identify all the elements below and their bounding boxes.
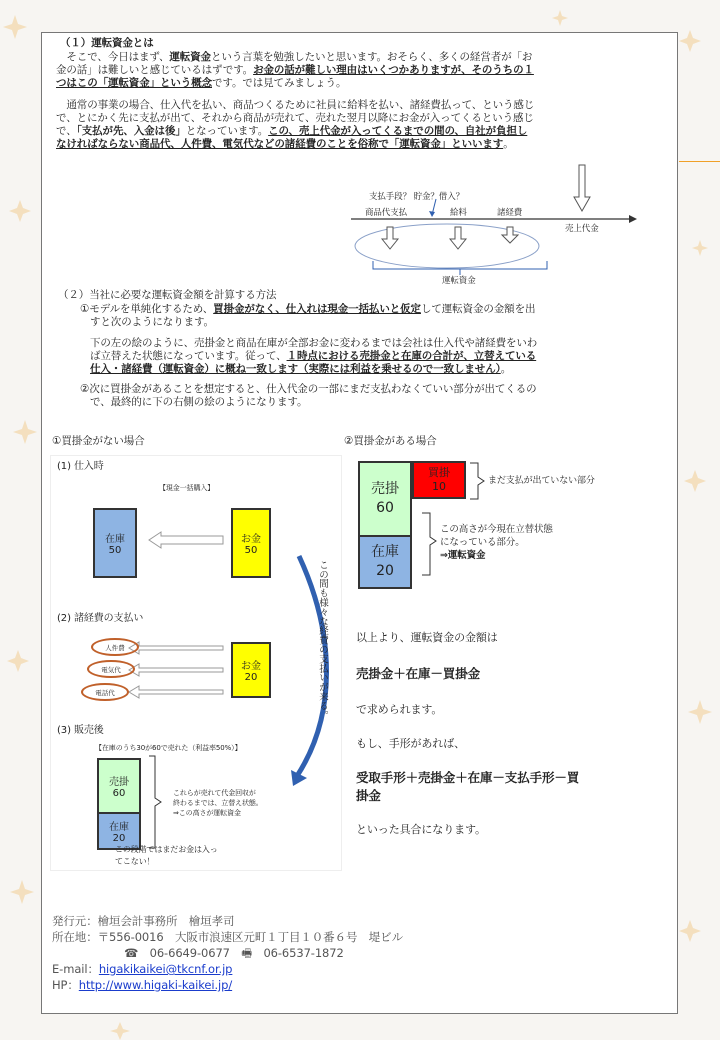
footer-email-row: E-mail：higakikaikei@tkcnf.or.jp bbox=[52, 962, 233, 976]
with-payable-figure bbox=[354, 455, 640, 603]
accent-line bbox=[679, 161, 720, 162]
conclusion-text3: もし、手形があれば、 bbox=[356, 737, 465, 750]
footer bbox=[52, 913, 403, 993]
bottom-note: この段階ではまだお金は入っ てこない！ bbox=[115, 845, 218, 866]
timeline-question: 支払手段？ 貯金？借入？ bbox=[369, 192, 465, 202]
email-link[interactable]: higakikaikei@tkcnf.or.jp bbox=[98, 962, 233, 976]
footer-hp-row: HP：http://www.higaki-kaikei.jp/ bbox=[52, 978, 233, 992]
brace-note: これらが売れて代金回収が 終わるまでは、立替え状態。 ⇒この高さが運転資金 bbox=[173, 789, 263, 817]
money-box-step2: お金 20 bbox=[231, 642, 271, 698]
formula-with-notes: 受取手形＋売掛金＋在庫－支払手形－買 掛金 bbox=[356, 770, 580, 803]
footer-address: 所在地：〒556-0016 大阪市浪速区元町１丁目１０番６号 堤ビル bbox=[52, 930, 403, 944]
vertical-note: この間も様々な経費の支払いが来る。 bbox=[317, 560, 328, 720]
section2-point2: ②次に買掛金があることを想定すると、仕入代金の一部にまだ支払わなくていい部分が出てくるの で、最終的に下の右側の絵のようになります。 bbox=[80, 383, 537, 408]
inventory-box-right: 在庫 20 bbox=[358, 535, 412, 589]
timeline-label-salary: 給料 bbox=[450, 208, 467, 218]
right-caption: ②買掛金がある場合 bbox=[344, 435, 437, 447]
cash-purchase-label: 【現金一括購入】 bbox=[159, 484, 215, 492]
section2-explanation: 下の左の絵のように、売掛金と商品在庫が全部お金に変わるまでは会社は仕入代や諸経費をいわ ば立替えた状態になっています。従って、１時点における売掛金と在庫の合計が、立替えている 仕入・諸経費（運転資金）に概ね一致します（実際には利益を乗せるので一致しません）。 bbox=[90, 337, 538, 375]
conclusion-text2: で求められます。 bbox=[356, 703, 443, 716]
oval-personnel: 人件費 bbox=[91, 638, 139, 656]
formula-basic: 売掛金＋在庫－買掛金 bbox=[356, 666, 481, 681]
sold-note: 【在庫のうち30が60で売れた（利益率50%）】 bbox=[95, 744, 242, 752]
footer-phone: ☎ 06-6649-0677 🖷 06-6537-1872 bbox=[124, 946, 344, 960]
section1-paragraph1: そこで、今日はまず、運転資金という言葉を勉強したいと思います。おそらく、多くの経営者が「お 金の話」は難しいと感じているはずです。お金の話が難しい理由はいくつかありますが、そのうちの１ つはこの「運転資金」という概念です。では見てみましょう。 bbox=[56, 51, 534, 89]
newsletter-page bbox=[41, 32, 678, 1014]
conclusion-text4: といった具合になります。 bbox=[356, 823, 486, 836]
step1-label: (1) 仕入時 bbox=[57, 461, 104, 472]
height-note: この高さが今現在立替状態 になっている部分。 ⇒運転資金 bbox=[440, 524, 553, 561]
timeline-label-goods: 商品代支払 bbox=[365, 208, 408, 218]
timeline-diagram bbox=[347, 161, 641, 291]
step2-label: (2) 諸経費の支払い bbox=[57, 613, 144, 624]
inventory-box-step3: 在庫 20 bbox=[97, 812, 141, 850]
timeline-label-expenses: 諸経費 bbox=[497, 208, 523, 218]
oval-electricity: 電気代 bbox=[87, 660, 135, 678]
left-caption: ①買掛金がない場合 bbox=[52, 435, 145, 447]
section2-heading: （２）当社に必要な運転資金額を計算する方法 bbox=[58, 289, 277, 301]
no-payable-figure bbox=[50, 455, 342, 871]
receivable-box-right: 売掛 60 bbox=[358, 461, 412, 537]
oval-phone: 電話代 bbox=[81, 683, 129, 701]
section1-paragraph2: 通常の事業の場合、仕入代を払い、商品つくるために社員に給料を払い、諸経費払って、という感じ で、とにかく先に支払が出て、それから商品が売れて、売れた翌月以降にお金が入ってくるという感じ で、「支払が先、入金は後」となっています。この、売上代金が入ってくるまでの間の、自社が負担し なければならない商品代、人件費、電気代などの諸経費のことを俗称で「運転資金」といいます。 bbox=[56, 99, 535, 150]
section1-heading: （１）運転資金とは bbox=[60, 37, 154, 49]
footer-publisher: 発行元：檜垣会計事務所 檜垣孝司 bbox=[52, 914, 235, 928]
conclusion-text1: 以上より、運転資金の金額は bbox=[356, 631, 498, 644]
homepage-link[interactable]: http://www.higaki-kaikei.jp/ bbox=[78, 978, 233, 992]
section2-point1: ①モデルを単純化するため、買掛金がなく、仕入れは現金一括払いと仮定して運転資金の金額を出 すと次のようになります。 bbox=[80, 303, 536, 328]
timeline-label-working-capital: 運転資金 bbox=[442, 276, 476, 286]
payable-note: まだ支払が出ていない部分 bbox=[488, 476, 595, 486]
step3-label: (3) 販売後 bbox=[57, 725, 104, 736]
receivable-box: 売掛 60 bbox=[97, 758, 141, 814]
payable-box: 買掛 10 bbox=[412, 461, 466, 499]
inventory-box-step1: 在庫 50 bbox=[93, 508, 137, 578]
money-box-step1: お金 50 bbox=[231, 508, 271, 578]
timeline-label-sales: 売上代金 bbox=[565, 224, 599, 234]
